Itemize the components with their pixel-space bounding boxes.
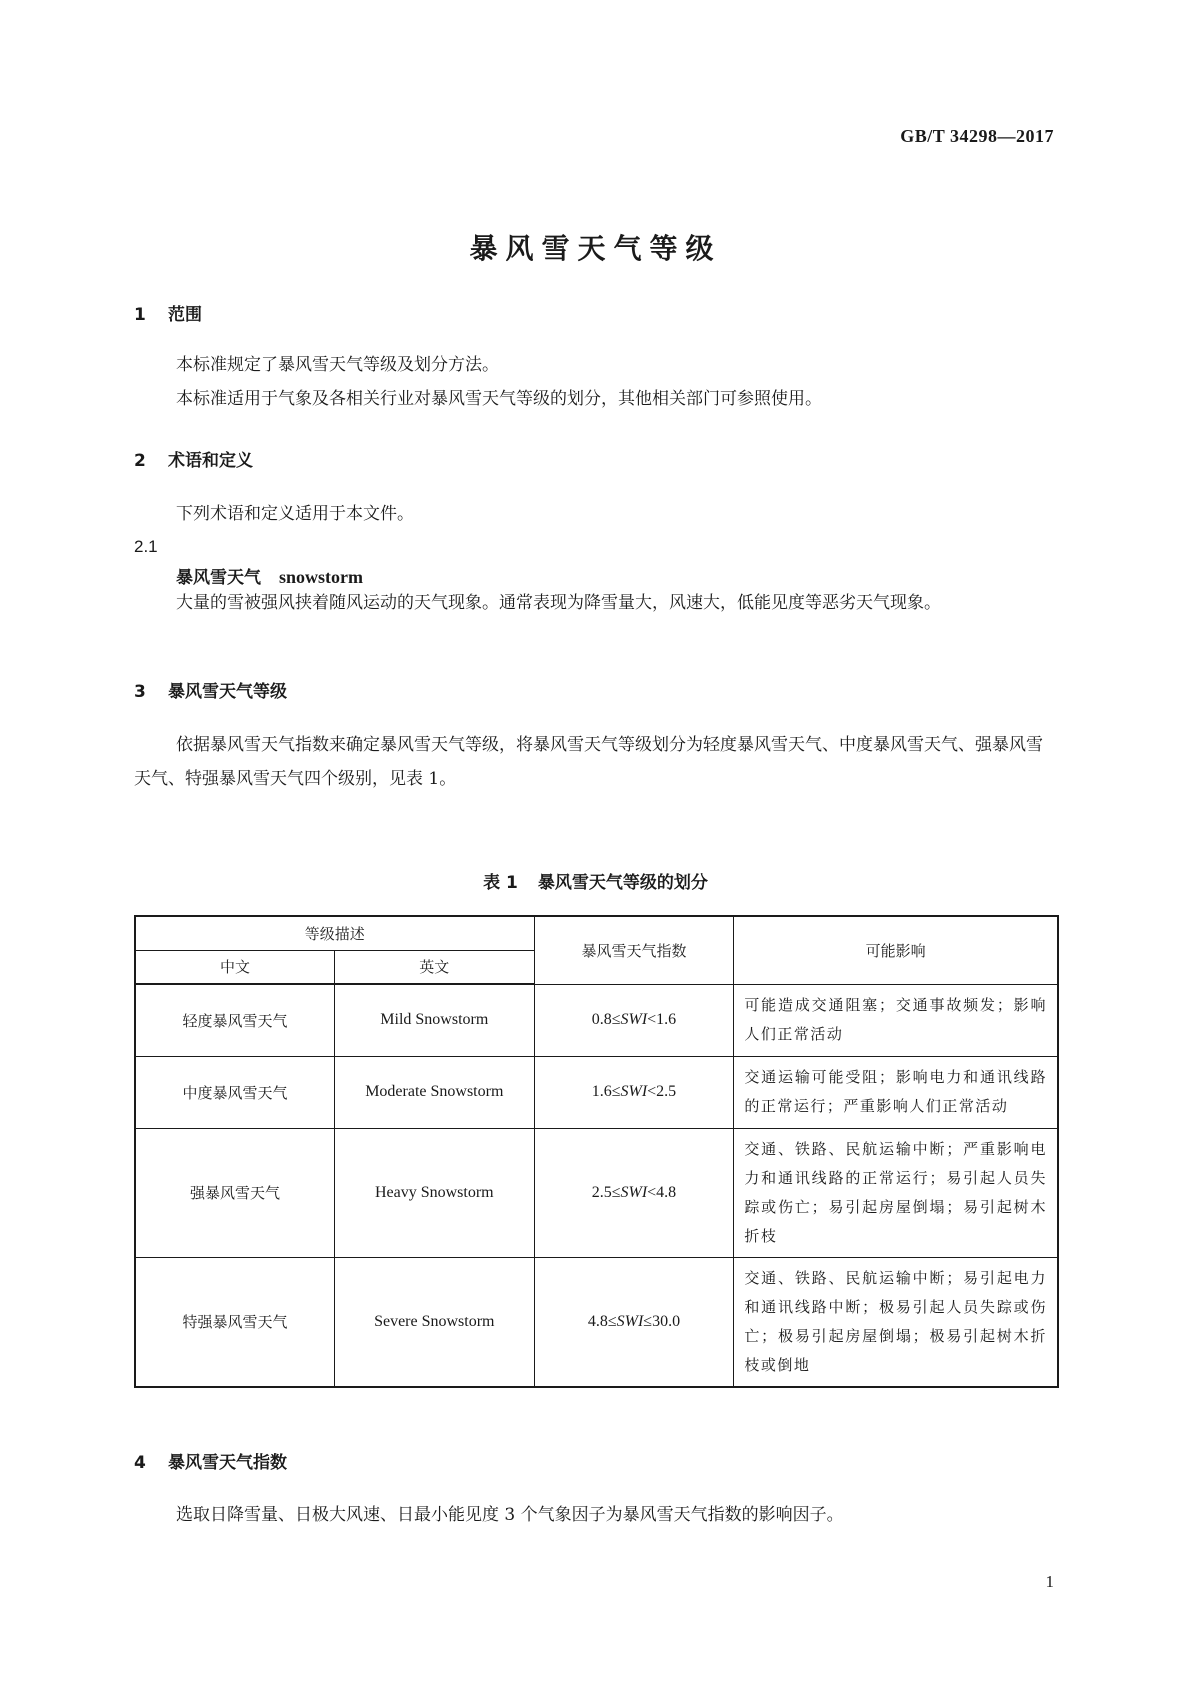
grade-cn: 中度暴风雪天气 [135,1056,334,1128]
grade-impact: 交通运输可能受阻；影响电力和通讯线路的正常运行；严重影响人们正常活动 [734,1056,1058,1128]
section-title: 暴风雪天气等级 [168,682,287,702]
section-number: 4 [134,1453,146,1473]
section-number: 2 [134,451,146,471]
table-row [135,1056,1058,1128]
grade-en: Heavy Snowstorm [334,1128,534,1257]
table-caption-text: 暴风雪天气等级的划分 [537,873,708,893]
section-3-heading [134,677,287,702]
table-row [135,1128,1058,1257]
grade-impact: 交通、铁路、民航运输中断；易引起电力和通讯线路中断；极易引起人员失踪或伤亡；极易引起房屋倒塌；极易引起树木折枝或倒地 [734,1257,1058,1387]
grade-en: Severe Snowstorm [334,1257,534,1387]
section-title: 暴风雪天气指数 [168,1453,287,1473]
table-row [135,1257,1058,1387]
section-number: 1 [134,305,146,325]
grade-cn: 强暴风雪天气 [135,1128,334,1257]
grade-cn: 轻度暴风雪天气 [135,984,334,1056]
header-impact: 可能影响 [734,916,1058,984]
section-3-paragraph: 依据暴风雪天气指数来确定暴风雪天气等级，将暴风雪天气等级划分为轻度暴风雪天气、中度暴风雪天气、强暴风雪天气、特强暴风雪天气四个级别，见表 1。 [134,735,1043,789]
section-1-heading [134,300,202,325]
grade-impact: 交通、铁路、民航运输中断；严重影响电力和通讯线路的正常运行；易引起人员失踪或伤亡；易引起房屋倒塌；易引起树木折枝 [734,1128,1058,1257]
grade-impact: 可能造成交通阻塞；交通事故频发；影响人们正常活动 [734,984,1058,1056]
section-4-paragraph: 选取日降雪量、日极大风速、日最小能见度 3 个气象因子为暴风雪天气指数的影响因子。 [176,1505,844,1525]
section-4-heading [134,1448,287,1473]
table-caption [0,868,1191,893]
grade-index: 1.6≤SWI<2.5 [534,1056,734,1128]
section-2-heading [134,446,253,471]
table-row [135,984,1058,1056]
standard-code: GB/T 34298—2017 [900,126,1054,146]
header-cn: 中文 [135,950,334,984]
section-number: 3 [134,682,146,702]
grade-index: 2.5≤SWI<4.8 [534,1128,734,1257]
term-chinese: 暴风雪天气 [176,568,261,588]
section-1-paragraph-2: 本标准适用于气象及各相关行业对暴风雪天气等级的划分，其他相关部门可参照使用。 [176,389,822,409]
grade-cn: 特强暴风雪天气 [135,1257,334,1387]
term-entry [176,563,363,588]
grade-index: 4.8≤SWI≤30.0 [534,1257,734,1387]
page-number: 1 [1045,1572,1054,1591]
table-label: 表 1 [483,873,518,893]
grade-en: Mild Snowstorm [334,984,534,1056]
header-en: 英文 [334,950,534,984]
term-english: snowstorm [279,567,363,587]
grade-table [134,915,1059,1388]
term-definition: 大量的雪被强风挟着随风运动的天气现象。通常表现为降雪量大，风速大，低能见度等恶劣天气现象。 [176,593,941,613]
section-2-paragraph: 下列术语和定义适用于本文件。 [176,504,414,524]
header-grade-desc: 等级描述 [135,916,534,950]
grade-en: Moderate Snowstorm [334,1056,534,1128]
section-1-paragraph-1: 本标准规定了暴风雪天气等级及划分方法。 [176,355,499,375]
clause-number: 2.1 [134,537,158,556]
grade-index: 0.8≤SWI<1.6 [534,984,734,1056]
section-title: 术语和定义 [168,451,253,471]
document-title: 暴风雪天气等级 [469,232,722,265]
section-title: 范围 [168,305,202,325]
header-index: 暴风雪天气指数 [534,916,734,984]
